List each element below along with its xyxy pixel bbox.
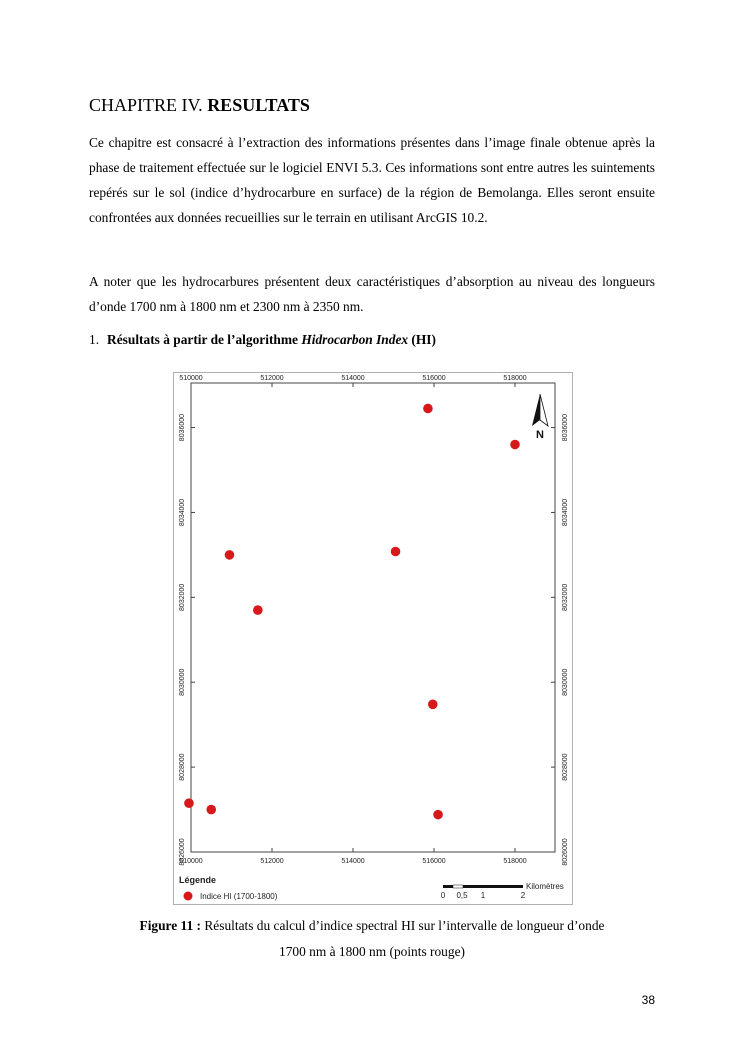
figure-map [173, 372, 573, 905]
hi-point-1 [510, 440, 520, 450]
hi-point-4 [253, 605, 263, 615]
y-tick-label-left-4: 8028000 [179, 753, 186, 781]
x-tick-label-bottom-3: 516000 [422, 858, 446, 865]
hi-point-8 [433, 810, 443, 820]
figure-caption [89, 918, 655, 934]
y-tick-label-left-0: 8036000 [179, 413, 186, 442]
legend-marker [184, 892, 193, 901]
y-tick-label-right-1: 8034000 [562, 498, 569, 527]
hi-point-0 [423, 404, 433, 414]
north-label: N [536, 429, 544, 441]
paragraph-absorption: A noter que les hydrocarbures présentent deux caractéristiques d’absorption au niveau des longueurs d’onde 1700 nm à 1800 nm et 2300 nm à 2350 nm. [89, 274, 655, 314]
scale-label-0: 0 [440, 891, 446, 900]
y-tick-label-left-5: 8026000 [179, 838, 186, 866]
scale-label-05: 0,5 [456, 891, 468, 900]
map-svg [173, 372, 573, 905]
hi-point-6 [184, 798, 194, 808]
x-tick-label-top-3: 516000 [422, 375, 446, 382]
x-tick-label-bottom-1: 512000 [260, 858, 284, 865]
section-number: 1. [89, 332, 100, 347]
section-title-start: Résultats à partir de l’algorithme [107, 332, 302, 347]
chapter-heading [89, 95, 310, 116]
hi-point-2 [225, 550, 235, 560]
y-tick-label-right-4: 8028000 [562, 753, 569, 781]
x-tick-label-bottom-0: 510000 [179, 858, 203, 865]
hi-point-7 [206, 805, 216, 815]
hi-point-5 [428, 699, 438, 709]
x-tick-label-top-2: 514000 [341, 375, 365, 382]
y-tick-label-right-3: 8030000 [562, 668, 569, 696]
y-tick-label-right-0: 8036000 [562, 413, 569, 442]
y-tick-label-left-1: 8034000 [179, 498, 186, 527]
legend-title: Légende [179, 875, 217, 885]
x-tick-label-top-1: 512000 [260, 375, 284, 382]
legend-item-label: Indice HI (1700-1800) [200, 892, 278, 901]
scale-label-1: 1 [480, 891, 486, 900]
chapter-title: RESULTATS [207, 95, 310, 115]
page-number: 38 [641, 993, 655, 1007]
y-tick-label-left-3: 8030000 [179, 668, 186, 696]
caption-label: Figure 11 : [139, 918, 202, 933]
chapter-prefix: CHAPITRE IV. [89, 95, 203, 115]
map-area [191, 383, 555, 852]
paragraph-intro: Ce chapitre est consacré à l’extraction des informations présentes dans l’image finale obtenue après la phase de traitement effectuée sur le logiciel ENVI 5.3. Ces informations sont entre autres les suintements repérés sur le sol (indice d’hydrocarbure en surface) de la région de Bemolanga. Elles seront ensuite confrontées aux données recueillies sur le terrain en utilisant ArcGIS 10.2. [89, 135, 655, 225]
x-tick-label-top-0: 510000 [179, 375, 203, 382]
y-tick-label-right-5: 8026000 [562, 838, 569, 866]
x-tick-label-top-4: 518000 [503, 375, 527, 382]
section-title-end: (HI) [408, 332, 436, 347]
scale-unit: Kilomètres [526, 882, 564, 891]
x-tick-label-bottom-2: 514000 [341, 858, 365, 865]
x-tick-label-bottom-4: 518000 [503, 858, 527, 865]
hi-point-3 [391, 547, 401, 557]
section-title-italic: Hidrocarbon Index [301, 332, 409, 347]
y-tick-label-right-2: 8032000 [562, 583, 569, 611]
scale-label-2: 2 [520, 891, 526, 900]
figure-caption-line2: 1700 nm à 1800 nm (points rouge) [279, 944, 465, 959]
caption-line1: Résultats du calcul d’indice spectral HI sur l’intervalle de longueur d’onde [201, 918, 605, 933]
y-tick-label-left-2: 8032000 [179, 583, 186, 611]
section-heading [89, 332, 436, 348]
